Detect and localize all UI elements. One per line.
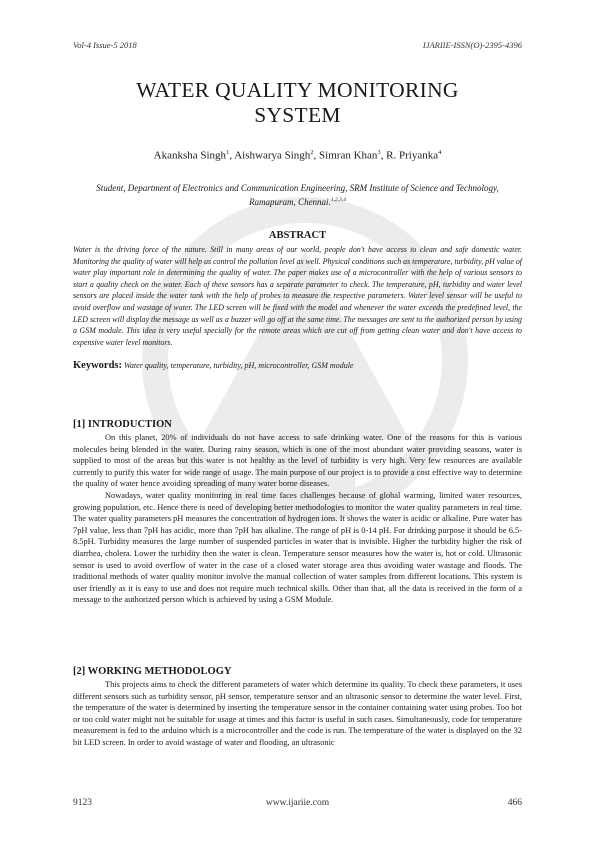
- footer-left: 9123: [73, 798, 92, 808]
- paragraph: This projects aims to check the different parameters of water which determine its quality. To check these parameters, it uses different sensors such as turbidity sensor, pH sensor, temperature sensor and an ultrasonic sensor to determine the water level. First, the temperature of the water is determined by inserting the temperature sensor in the container containing water using probes. Too hot or too cold water might not be suitable for usage at times and this factor is useful in such cases. Simultaneously, code for temperature measurement is fed to the arduino which is a microcontroller and the code is run. The temperature of the water is displayed on the 32 bit LED screen. In order to avoid wastage of water and flooding, an ultrasonic: [73, 680, 522, 747]
- author-name: R. Priyanka: [386, 149, 439, 162]
- paragraph: Nowadays, water quality monitoring in real time faces challenges because of global warming, limited water resources, growing population, etc. Hence there is need of developing better methodologies to monitor the water quality parameters in real time. The water quality parameters pH measures the concentration of hydrogen ions. It shows the water is acidic or alkaline. Pure water has 7pH value, less than 7pH has acidic, more than 7pH has alkaline. The range of pH is 0-14 pH. For drinking purpose it should be 6.5-8.5pH. Turbidity measures the large number of suspended particles in water that is invisible. Higher the turbidity higher the risk of diarrhea, cholera. Lower the turbidity then the water is clean. Temperature sensor measures how the water is, hot or cold. Ultrasonic sensor is used to avoid overflow of water in the case of a closed water storage area thus avoiding water wastage and floods. The traditional methods of water quality monitor involve the manual collection of water samples from different locations. This system is user friendly as it is easy to use and does not require much technical skills. Other than that, all the data is received in the form of a message to the authorized person which is achieved by using a GSM Module.: [73, 490, 522, 605]
- section-body: [73, 432, 522, 606]
- header-issn: IJARIIE-ISSN(O)-2395-4396: [422, 40, 522, 50]
- author-name: Akanksha Singh: [153, 149, 227, 162]
- author-name: Aishwarya Singh: [234, 149, 311, 162]
- author-name: Simran Khan: [319, 149, 378, 162]
- page-number: 466: [507, 798, 522, 808]
- footer-url: www.ijariie.com: [265, 798, 330, 808]
- abstract-body: Water is the driving force of the nature. Still in many areas of our world, people don't have access to clean and safe domestic water. Monitoring the quality of water will help us control the pollution level as well. Physical conditions such as temperature, turbidity, pH value of water play important role in determining the quality of water. The paper makes use of a microcontroller with the help of various sensors to start a quality check on the water. Each of these sensors has a separate parameter to check. The temperature, pH, turbidity and water level sensors are placed inside the water tank with the help of probes to measure the respective parameters. Water level sensor will be useful to avoid overflow and wastage of water. The LED screen will be fixed with the model and whenever the water exceeds the predefined level, the LED screen will display the message as well as a buzzer will go off at the same time. The messages are sent to the authorized person by using a GSM module. This idea is very useful specially for the remote areas which are cut off from getting clean water and don't have access to expensive water level monitors.: [73, 245, 522, 347]
- paper-title: WATER QUALITY MONITORING SYSTEM: [136, 78, 459, 127]
- section-body: [73, 679, 522, 749]
- paragraph: On this planet, 20% of individuals do not have access to safe drinking water. One of the reasons for this is various molecules being blended in the water. During rainy season, which is one of the most abundant water providing seasons, water is supplied to most of the areas but this water is not healthy as the level of turbidity is very high. Very few resources are available currently to purify this water for wide range of usage. The main purpose of our project is to provide a cost effective way to determine the quality of water hence avoiding spreading of many water borne diseases.: [73, 433, 522, 489]
- abstract-heading: ABSTRACT: [268, 230, 327, 241]
- section-heading: [1] INTRODUCTION: [73, 419, 172, 430]
- affiliation: Student, Department of Electronics and Communication Engineering, SRM Institute of Science and Technology, Ramapuram, Chennai.$^{1,2,3,4}$: [96, 183, 499, 207]
- author-list: Akanksha Singh$^1$, Aishwarya Singh$^2$, Simran Khan$^3$, R. Priyanka$^4$: [153, 149, 442, 162]
- keywords: [73, 360, 522, 371]
- keywords-text: Water quality, temperature, turbidity, pH, microcontroller, GSM module: [124, 361, 354, 370]
- section-heading: [2] WORKING METHODOLOGY: [73, 666, 232, 677]
- header-volume: Vol-4 Issue-5 2018: [73, 40, 137, 50]
- keywords-label: Keywords:: [73, 360, 122, 371]
